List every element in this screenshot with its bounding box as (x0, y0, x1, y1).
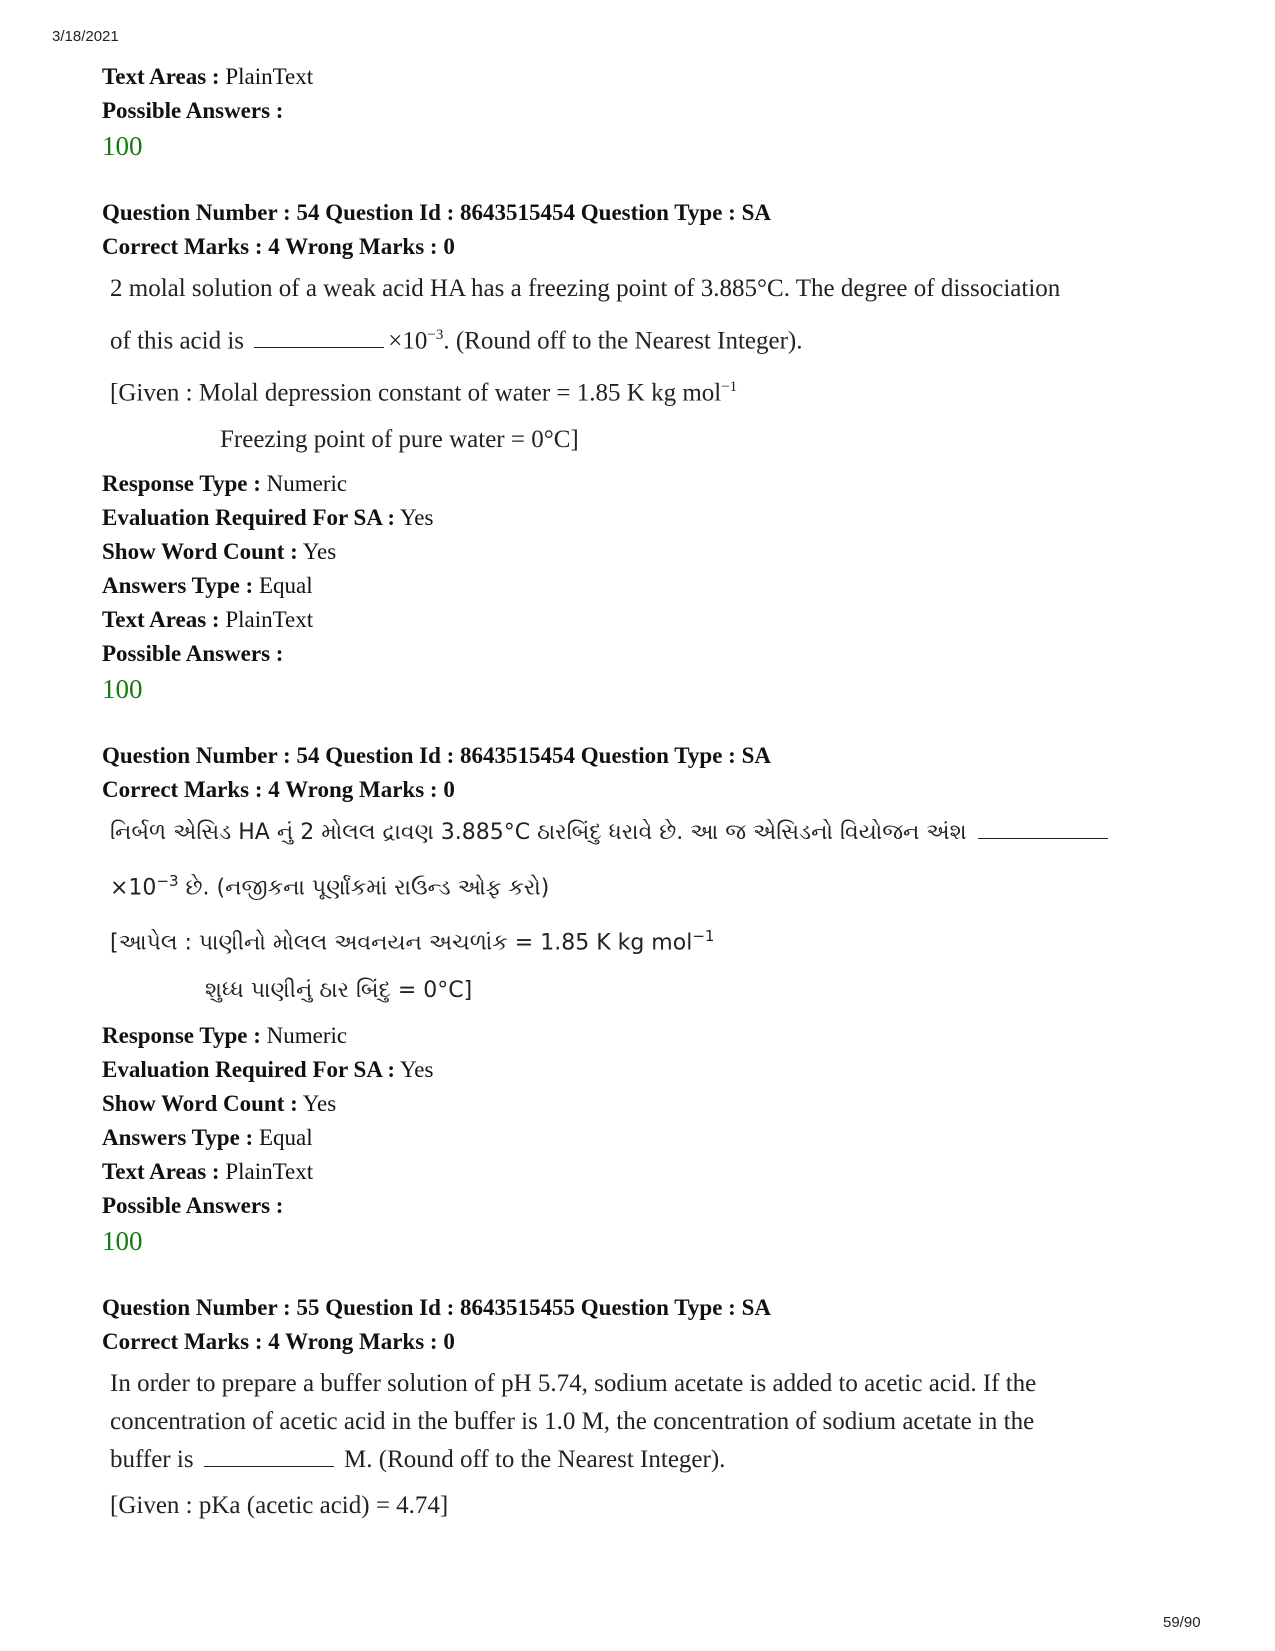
response-type-row: Response Type : Numeric (102, 470, 348, 496)
question-header: Question Number : 54 Question Id : 8643515454 Question Type : SA (102, 742, 771, 768)
answer-blank (978, 816, 1108, 839)
question-header: Question Number : 55 Question Id : 8643515455 Question Type : SA (102, 1295, 771, 1321)
field-label: Text Areas : (102, 64, 220, 89)
answer-blank (254, 325, 384, 348)
question-line: $\times 10^{-3}$ છે. (નજીકના પૂર્ણાંકમાં રાઉન્ડ ઓફ કરો) (110, 871, 550, 900)
word-count-row: Show Word Count : Yes (102, 538, 337, 564)
answers-type-row: Answers Type : Equal (102, 572, 313, 598)
possible-answers-label: Possible Answers : (102, 98, 284, 123)
question-text (110, 813, 1232, 1012)
question-text (110, 1365, 1232, 1525)
question-line: નિર્બળ એસિડ HA નું 2 મોલલ દ્રાવણ 3.885°C ઠારબિંદુ ધરાવે છે. આ જ એસિડનો વિયોજન અંશ (110, 813, 1232, 853)
given-line: શુધ્ધ પાણીનું ઠાર બિંદુ = 0°C] (205, 978, 473, 1004)
question-marks: Correct Marks : 4 Wrong Marks : 0 (102, 776, 455, 802)
question-paper-content (102, 60, 1232, 1533)
question-line: buffer is M. (Round off to the Nearest Integer). (110, 1446, 726, 1474)
given-line: [આપેલ : પાણીનો મોલલ અવનયન અચળાંક = 1.85 K kg mol$^{-1}$ (110, 926, 715, 956)
given-line: [Given : Molal depression constant of water = 1.85 K kg mol$^{-1}$ (110, 379, 738, 407)
question-line: In order to prepare a buffer solution of pH 5.74, sodium acetate is added to acetic acid. If the (110, 1370, 1037, 1398)
word-count-row: Show Word Count : Yes (102, 1091, 337, 1117)
question-text (110, 270, 1232, 459)
text-areas-row: Text Areas : PlainText (102, 606, 314, 632)
question-block (102, 1291, 1232, 1525)
possible-answer-value: 100 (102, 1226, 143, 1257)
text-areas-row (102, 60, 1232, 94)
question-block (102, 739, 1232, 1260)
text-areas-row: Text Areas : PlainText (102, 1159, 314, 1185)
answer-blank (204, 1444, 334, 1467)
given-line: [Given : pKa (acetic acid) = 4.74] (110, 1492, 449, 1520)
question-marks: Correct Marks : 4 Wrong Marks : 0 (102, 234, 455, 259)
evaluation-row: Evaluation Required For SA : Yes (102, 504, 434, 530)
print-date: 3/18/2021 (52, 28, 119, 45)
question-line: concentration of acetic acid in the buffer is 1.0 M, the concentration of sodium acetate in the (110, 1408, 1035, 1436)
evaluation-row: Evaluation Required For SA : Yes (102, 1057, 434, 1083)
response-type-row: Response Type : Numeric (102, 1023, 348, 1049)
answers-type-row: Answers Type : Equal (102, 1125, 313, 1151)
question-line: of this acid is $\times 10^{-3}$. (Round off to the Nearest Integer). (110, 327, 803, 355)
possible-answers-label: Possible Answers : (102, 640, 284, 666)
possible-answer-value: 100 (102, 131, 143, 161)
question-header: Question Number : 54 Question Id : 8643515454 Question Type : SA (102, 200, 771, 225)
field-value: PlainText (225, 64, 314, 89)
question-marks: Correct Marks : 4 Wrong Marks : 0 (102, 1329, 455, 1355)
given-line: Freezing point of pure water = 0°C] (220, 425, 579, 453)
possible-answers-label: Possible Answers : (102, 1193, 284, 1219)
page-number: 59/90 (1163, 1614, 1201, 1631)
possible-answer-value: 100 (102, 673, 143, 704)
question-line: 2 molal solution of a weak acid HA has a freezing point of 3.885°C. The degree of dissociation (110, 275, 1061, 302)
question-block (102, 196, 1232, 707)
